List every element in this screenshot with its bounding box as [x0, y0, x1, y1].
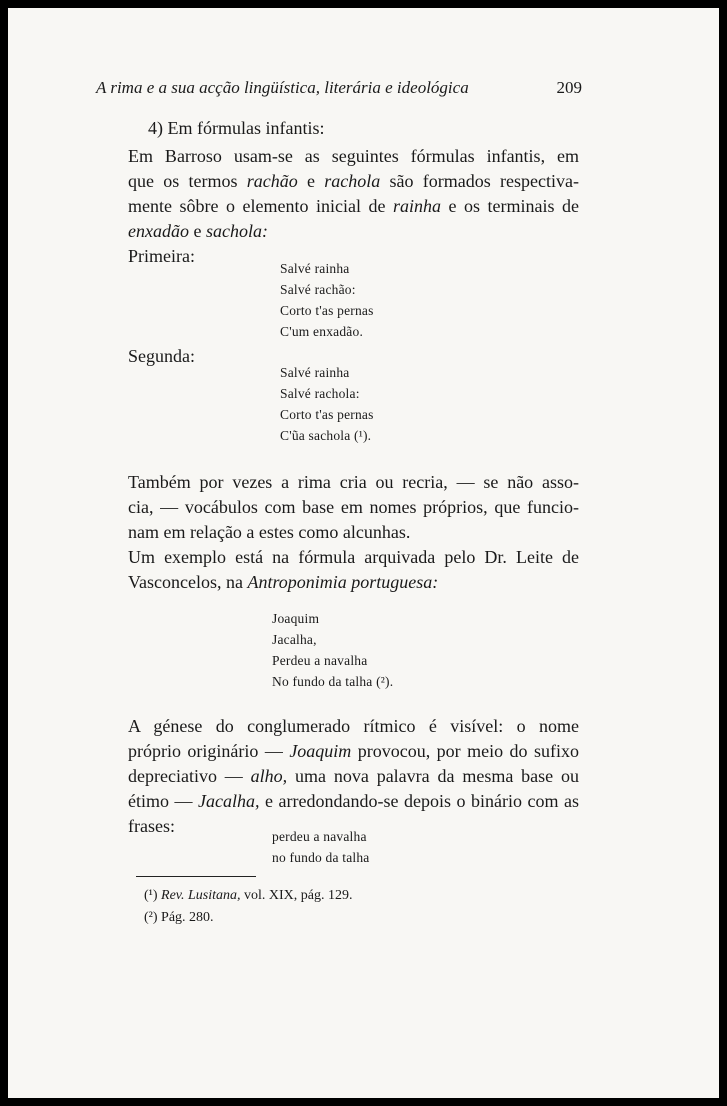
paragraph-line: que os termos rachão e rachola são formados respectiva- [128, 171, 579, 191]
paragraph-line: Vasconcelos, na Antroponimia portuguesa: [128, 572, 439, 592]
paragraph-line: cia, — vocábulos com base em nomes próprios, que funcio- [128, 497, 579, 517]
paragraph-line: nam em relação a estes como alcunhas. [128, 522, 411, 542]
verse-block [272, 826, 370, 868]
section-heading: 4) Em fórmulas infantis: [148, 118, 325, 138]
paragraph-line: depreciativo — alho, uma nova palavra da mesma base ou [128, 766, 579, 786]
verse-block [280, 258, 374, 342]
verse-line: Corto t'as pernas [280, 303, 374, 318]
running-title: A rima e a sua acção lingüística, literária e ideológica [96, 78, 469, 97]
paragraph-line: enxadão e sachola: [128, 221, 268, 241]
verse-line: C'um enxadão. [280, 324, 364, 339]
paragraph-line: mente sôbre o elemento inicial de rainha e os terminais de [128, 196, 579, 216]
verse-line: No fundo da talha (²). [272, 674, 394, 689]
verse-line: C'ũa sachola (¹). [280, 428, 372, 443]
primeira-label: Primeira: [128, 246, 195, 266]
verse-line: Salvé rainha [280, 261, 350, 276]
running-header [96, 78, 582, 98]
verse-block [272, 608, 393, 692]
verse-line: no fundo da talha [272, 850, 370, 865]
book-page [8, 8, 719, 1098]
verse-line: Joaquim [272, 611, 320, 626]
segunda-label: Segunda: [128, 346, 195, 366]
verse-line: Corto t'as pernas [280, 407, 374, 422]
paragraph-line: A génese do conglumerado rítmico é visível: o nome [128, 716, 579, 736]
paragraph-line: frases: [128, 816, 175, 836]
verse-line: Perdeu a navalha [272, 653, 368, 668]
footnote-divider [136, 876, 256, 877]
verse-block [280, 362, 374, 446]
page-number: 209 [556, 78, 582, 97]
footnote-1: (¹) Rev. Lusitana, vol. XIX, pág. 129. [144, 888, 353, 903]
paragraph-line: Um exemplo está na fórmula arquivada pelo Dr. Leite de [128, 547, 579, 567]
paragraph-line: Também por vezes a rima cria ou recria, — se não asso- [128, 472, 579, 492]
footnote-2: (²) Pág. 280. [144, 910, 214, 925]
paragraph-line: próprio originário — Joaquim provocou, por meio do sufixo [128, 741, 579, 761]
verse-line: Salvé rainha [280, 365, 350, 380]
verse-line: perdeu a navalha [272, 829, 367, 844]
paragraph-line: étimo — Jacalha, e arredondando-se depois o binário com as [128, 791, 579, 811]
verse-line: Jacalha, [272, 632, 317, 647]
verse-line: Salvé rachão: [280, 282, 356, 297]
paragraph-line: Em Barroso usam-se as seguintes fórmulas infantis, em [128, 146, 579, 166]
verse-line: Salvé rachola: [280, 386, 360, 401]
